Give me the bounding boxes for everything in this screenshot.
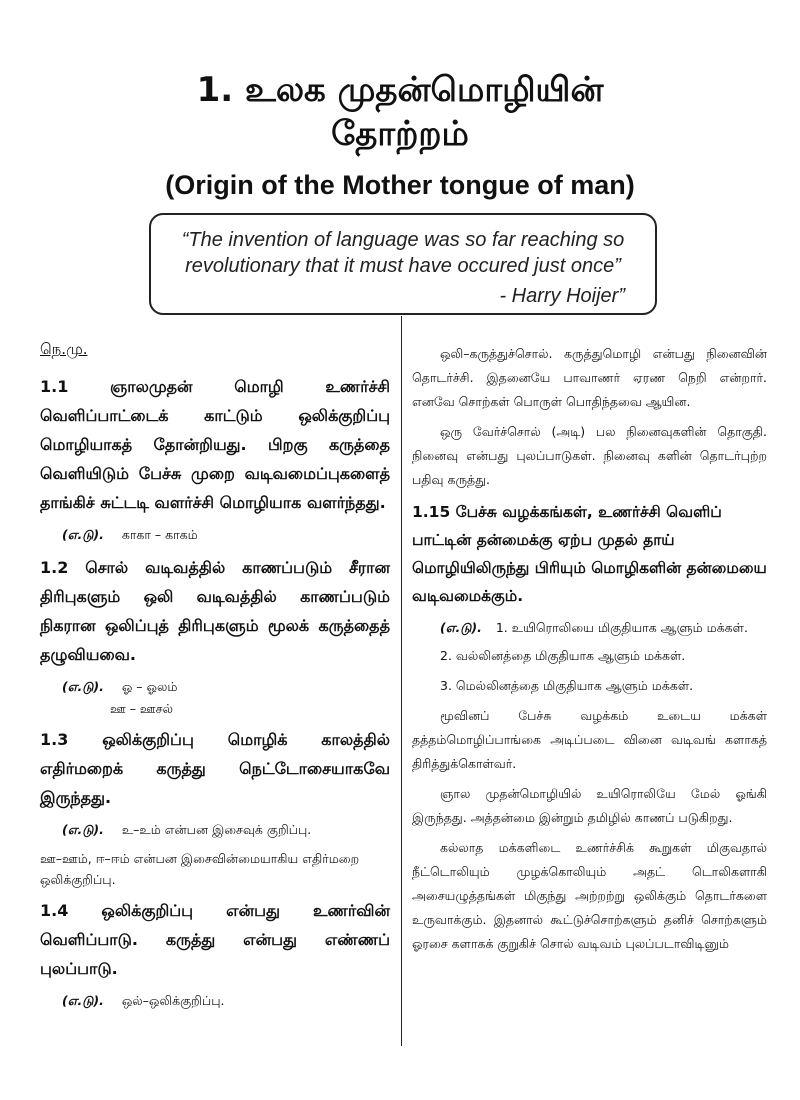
section-1-3: 1.3 ஒலிக்குறிப்பு மொழிக் காலத்தில் எதிர்மறைக் கருத்து நெட்டோசையாகவே இருந்தது. [40, 730, 390, 807]
example-text: ஒல்–ஒலிக்குறிப்பு. [121, 993, 225, 1008]
example-label: (எ.டு). [62, 527, 104, 542]
paragraph-5: கல்லாத மக்களிடை உணர்ச்சிக் கூறுகள் மிகுவதால் நீட்டொலியும் முழக்கொலியும் அதட் டொலிகளாகி அசையழுத்தங்கள் மிகுந்து அற்றற்று ஒலிக்கும் தொடர்களை உருவாக்கும். இதனால் கூட்டுச்சொற்களும் தனிச் சொற்களும் ஓரசை களாகக் குறுகிச் சொல் வடிவம் புலப்படாவிடினும் [412, 840, 767, 951]
example-item-3: 3. மெல்லினத்தை மிகுதியாக ஆளும் மக்கள். [440, 678, 694, 693]
title-tamil-line2: தோற்றம் [331, 114, 469, 154]
quote-box [149, 213, 657, 315]
example-label: (எ.டு). [62, 993, 104, 1008]
column-divider [401, 316, 402, 1046]
paragraph-4: ஞால முதன்மொழியில் உயிரொலியே மேல் ஓங்கி இருந்தது. அத்தன்மை இன்றும் தமிழில் காணப் படுகிறது. [412, 786, 767, 825]
title-tamil-line1: 1. உலக முதன்மொழியின் [196, 70, 604, 110]
section-1-2: 1.2 சொல் வடிவத்தில் காணப்படும் சீரான திரிபுகளும் ஒலி வடிவத்தில் காணப்படும் நிகரான ஒலிப்புத் திரிபுகளும் மூலக் கருத்தைத் தழுவியவை. [40, 558, 390, 664]
section-1-1: 1.1 ஞாலமுதன் மொழி உணர்ச்சி வெளிப்பாட்டைக் காட்டும் ஒலிக்குறிப்பு மொழியாகத் தோன்றியது. பிறகு கருத்தை வெளியிடும் பேச்சு முறை வடிவமைப்புகளைத் தாங்கிச் சுட்டடி வளர்ச்சி மொழியாக வளர்ந்தது. [40, 377, 390, 512]
note-1-3: ஊ–ஊம், ஈ–ஈம் என்பன இசைவின்மையாகிய எதிர்மறை ஒலிக்குறிப்பு. [40, 851, 360, 887]
right-column [412, 342, 767, 962]
example-1-1 [62, 525, 390, 545]
example-1-2-second: ஊ – ஊசல் [110, 701, 173, 716]
example-text: உ–உம் என்பன இசைவுக் குறிப்பு. [121, 822, 312, 837]
title-english: (Origin of the Mother tongue of man) [165, 170, 635, 200]
example-1-4 [62, 991, 390, 1011]
example-text: ஓ – ஓலம் [121, 679, 178, 694]
quote-line-2: revolutionary that it must have occured just once” [185, 255, 621, 277]
example-1-2 [62, 677, 390, 697]
section-label: நெ.மு. [40, 340, 88, 358]
example-text: காகா – காகம் [121, 527, 198, 542]
paragraph-1: ஒலி–கருத்துச்சொல். கருத்துமொழி என்பது நினைவின் தொடர்ச்சி. இதனையே பாவாணர் ஏரண நெறி என்றார். எனவே சொற்கள் பொருள் பொதிந்தவை ஆயின. [412, 346, 767, 409]
example-1-15 [412, 616, 767, 640]
example-item-2: 2. வல்லினத்தை மிகுதியாக ஆளும் மக்கள். [440, 648, 686, 663]
paragraph-3: மூவினப் பேச்சு வழக்கம் உடைய மக்கள் தத்தம்மொழிப்பாங்கை அடிப்படை வினை வடிவங் களாகத் திரித்துக்கொள்வர். [412, 708, 767, 771]
quote-author: - Harry Hoijer” [499, 285, 625, 307]
left-column [40, 340, 390, 1019]
example-label: (எ.டு). [62, 822, 104, 837]
example-label: (எ.டு). [440, 620, 482, 635]
example-item-1: 1. உயிரொலியை மிகுதியாக ஆளும் மக்கள். [495, 620, 748, 635]
section-1-15: 1.15 பேச்சு வழக்கங்கள், உணர்ச்சி வெளிப் பாட்டின் தன்மைக்கு ஏற்ப முதல் தாய் மொழியிலிருந்து பிரியும் மொழிகளின் தன்மையை வடிவமைக்கும். [412, 503, 767, 605]
example-label: (எ.டு). [62, 679, 104, 694]
quote-line-1: “The invention of language was so far reaching so [181, 229, 625, 251]
section-1-4: 1.4 ஒலிக்குறிப்பு என்பது உணர்வின் வெளிப்பாடு. கருத்து என்பது எண்ணப் புலப்பாடு. [40, 901, 390, 978]
example-1-3 [62, 820, 390, 840]
paragraph-2: ஒரு வேர்ச்சொல் (அடி) பல நினைவுகளின் தொகுதி. நினைவு என்பது புலப்பாடுகள். நினைவு களின் தொடர்புற்ற பதிவு கருத்து. [412, 424, 767, 487]
